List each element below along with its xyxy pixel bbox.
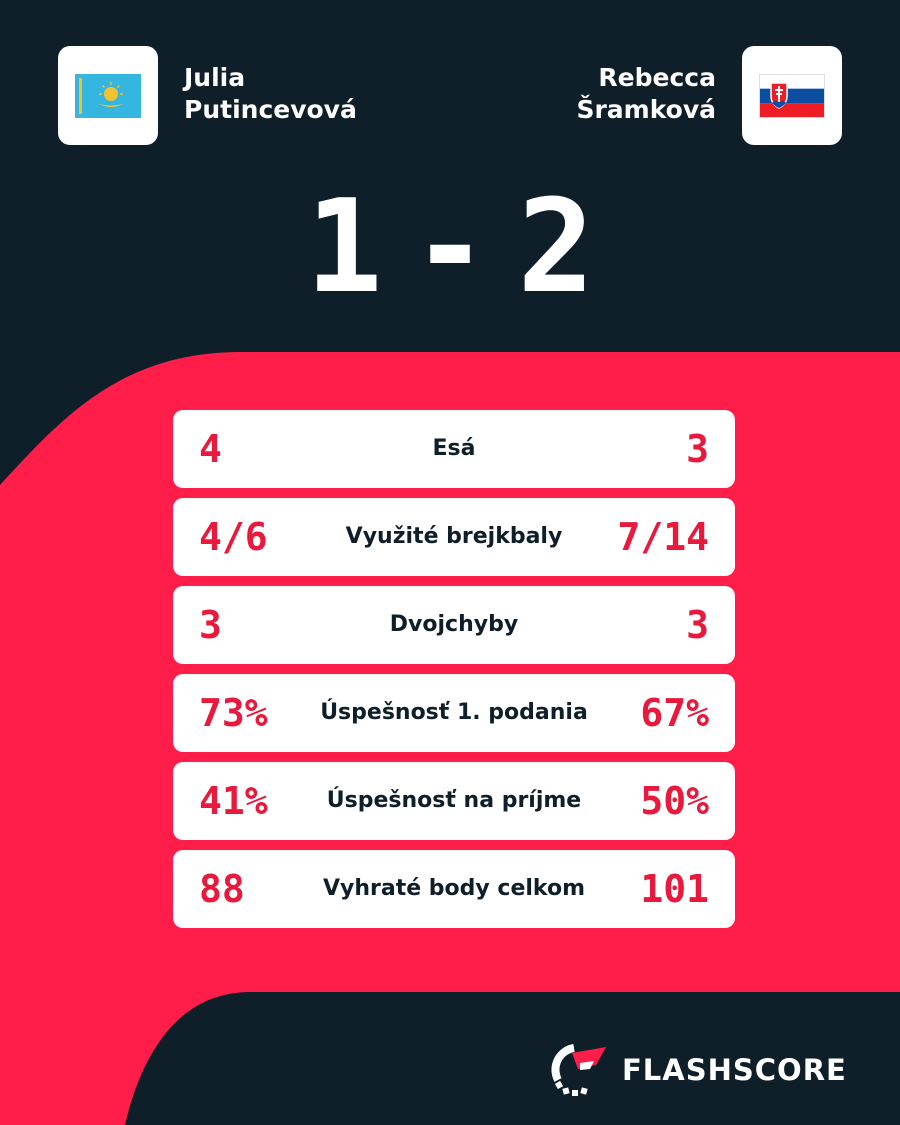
stats-table (173, 410, 735, 938)
stat-label: Úspešnosť na príjme (326, 788, 582, 813)
stat-value-right: 3 (686, 603, 709, 647)
stat-value-right: 67% (640, 691, 709, 735)
stat-value-left: 88 (199, 867, 245, 911)
slovakia-flag-icon (759, 74, 825, 118)
stat-label: Dvojchyby (389, 612, 519, 637)
flag-card-left (58, 46, 158, 145)
stat-label: Vyhraté body celkom (322, 876, 585, 901)
stat-value-left: 41% (199, 779, 268, 823)
brand (550, 1043, 847, 1097)
stat-value-right: 3 (686, 427, 709, 471)
kazakhstan-flag-icon (75, 74, 141, 118)
score-left: 1 (305, 173, 383, 322)
stat-value-left: 4 (199, 427, 222, 471)
score-right: 2 (517, 173, 595, 322)
stat-label: Využité brejkbaly (345, 524, 563, 549)
stat-value-left: 3 (199, 603, 222, 647)
stat-value-right: 101 (640, 867, 709, 911)
stat-value-left: 73% (199, 691, 268, 735)
flag-card-right (742, 46, 842, 145)
stat-row-double-faults (173, 586, 735, 664)
player-name-right: Rebecca Šramková (576, 63, 716, 124)
stat-label: Esá (432, 436, 476, 461)
stat-label: Úspešnosť 1. podania (320, 700, 588, 725)
stat-row-break-points (173, 498, 735, 576)
stat-value-right: 7/14 (617, 515, 709, 559)
stat-row-return (173, 762, 735, 840)
player-name-left: Julia Putincevová (184, 63, 357, 124)
score-separator: - (411, 173, 489, 322)
stat-value-right: 50% (640, 779, 709, 823)
brand-name: FLASHSCORE (622, 1053, 847, 1087)
stat-row-aces (173, 410, 735, 488)
stat-row-total-points (173, 850, 735, 928)
match-score (0, 173, 900, 322)
stat-row-first-serve (173, 674, 735, 752)
stat-value-left: 4/6 (199, 515, 268, 559)
flashscore-logo-icon (550, 1043, 610, 1097)
